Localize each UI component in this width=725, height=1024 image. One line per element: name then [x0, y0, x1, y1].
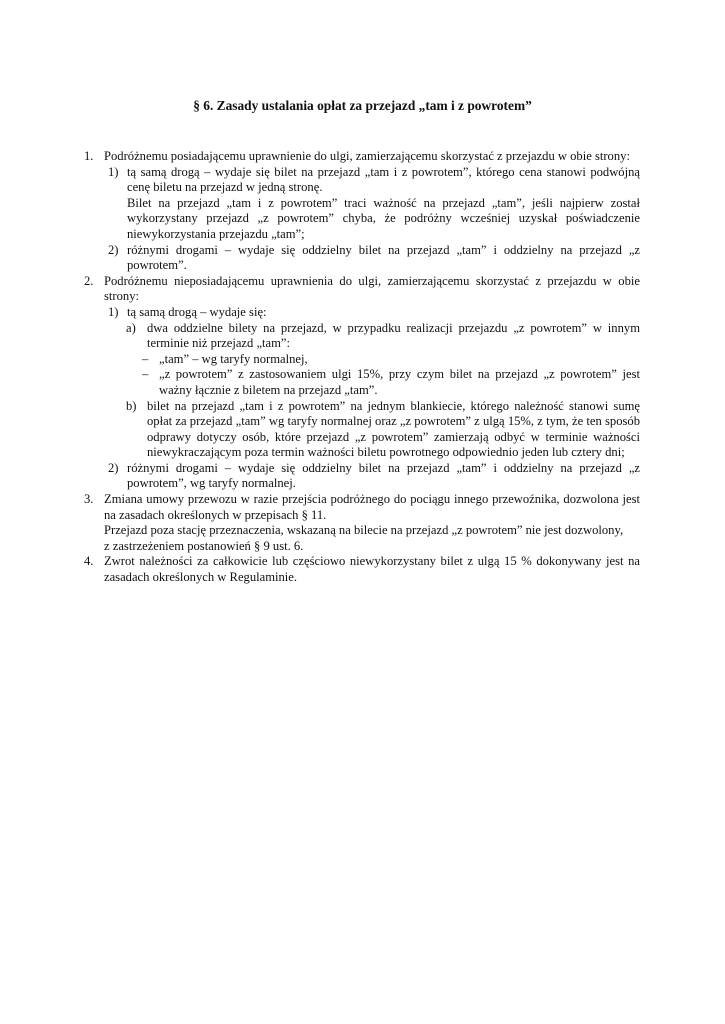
alpha-number: a): [126, 320, 136, 335]
alpha-item-a: [84, 321, 640, 352]
list-item-2: [84, 274, 640, 305]
subitem-2-1: [84, 305, 640, 321]
item-text: Zmiana umowy przewozu w razie przejścia podróżnego do pociągu innego przewoźnika, dozwolona jest na zasadach określonych w przepisach § 11.: [104, 492, 640, 522]
subitem-number: 1): [108, 164, 119, 179]
alpha-item-b: [84, 399, 640, 461]
alpha-number: b): [126, 398, 137, 413]
item-number: 2.: [84, 273, 94, 288]
subitem-extra-text: Bilet na przejazd „tam i z powrotem” traci ważność na przejazd „tam”, jeśli najpierw został wykorzystany przejazd „z powrotem” chyba, że podróżny wcześniej uzyskał poświadczenie niewykorzystania przejazdu „tam”;: [127, 195, 640, 241]
dash-text: „tam” – wg taryfy normalnej,: [159, 351, 308, 366]
dash-text: „z powrotem” z zastosowaniem ulgi 15%, przy czym bilet na przejazd „z powrotem” jest ważny łącznie z biletem na przejazd „tam”.: [159, 367, 640, 397]
item-number: 1.: [84, 149, 94, 163]
dash-marker: –: [142, 367, 149, 382]
subitem-1-2: [84, 243, 640, 274]
item-number: 4.: [84, 554, 94, 569]
item-extra-text: z zastrzeżeniem postanowień § 9 ust. 6.: [104, 538, 304, 553]
dash-item-2: [84, 367, 640, 398]
item-extra-text: Przejazd poza stację przeznaczenia, wskazaną na bilecie na przejazd „z powrotem” nie jest dozwolony,: [104, 523, 624, 538]
subitem-text: różnymi drogami – wydaje się oddzielny bilet na przejazd „tam” i oddzielny na przejazd „z powrotem”, wg taryfy normalnej.: [127, 460, 640, 491]
subitem-text: różnymi drogami – wydaje się oddzielny bilet na przejazd „tam” i oddzielny na przejazd „z powrotem”.: [127, 242, 640, 273]
subitem-text: tą samą drogą – wydaje się bilet na przejazd „tam i z powrotem”, którego cena stanowi podwójną cenę biletu na przejazd w jedną stronę.: [127, 164, 640, 195]
item-text: Podróżnemu posiadającemu uprawnienie do ulgi, zamierzającemu skorzystać z przejazdu w obie strony:: [104, 149, 630, 163]
item-number: 3.: [84, 492, 94, 507]
subitem-text: tą samą drogą – wydaje się:: [127, 304, 267, 319]
subitem-number: 2): [108, 242, 119, 257]
document-body: [84, 149, 640, 586]
item-text: Zwrot należności za całkowicie lub częściowo niewykorzystany bilet z ulgą 15 % dokonywany jest na zasadach określonych w Regulaminie.: [104, 554, 640, 585]
subitem-2-2: [84, 461, 640, 492]
subitem-number: 1): [108, 304, 119, 319]
section-title: § 6. Zasady ustalania opłat za przejazd „tam i z powrotem”: [193, 98, 532, 113]
alpha-text: dwa oddzielne bilety na przejazd, w przypadku realizacji przejazdu „z powrotem” w innym terminie niż przejazd „tam”:: [147, 320, 640, 351]
dash-marker: –: [142, 351, 149, 366]
list-item-3: [84, 492, 640, 554]
subitem-1-1: [84, 165, 640, 243]
item-text: Podróżnemu nieposiadającemu uprawnienia do ulgi, zamierzającemu skorzystać z przejazdu w obie strony:: [104, 273, 640, 304]
list-item-1: [84, 149, 640, 165]
list-item-4: [84, 554, 640, 585]
dash-item-1: [84, 352, 640, 368]
subitem-number: 2): [108, 460, 119, 475]
alpha-text: bilet na przejazd „tam i z powrotem” na jednym blankiecie, którego należność stanowi sumę opłat za przejazd „tam” wg taryfy normalnej oraz „z powrotem” z ulgą 15%, z tym, że ten sposób odprawy dotyczy osób, które przejazd „z powrotem” zamierzają odbyć w terminie ważności niewykraczającym poza termin ważności biletu powrotnego odpowiednio jeden lub cztery dni;: [147, 398, 640, 460]
